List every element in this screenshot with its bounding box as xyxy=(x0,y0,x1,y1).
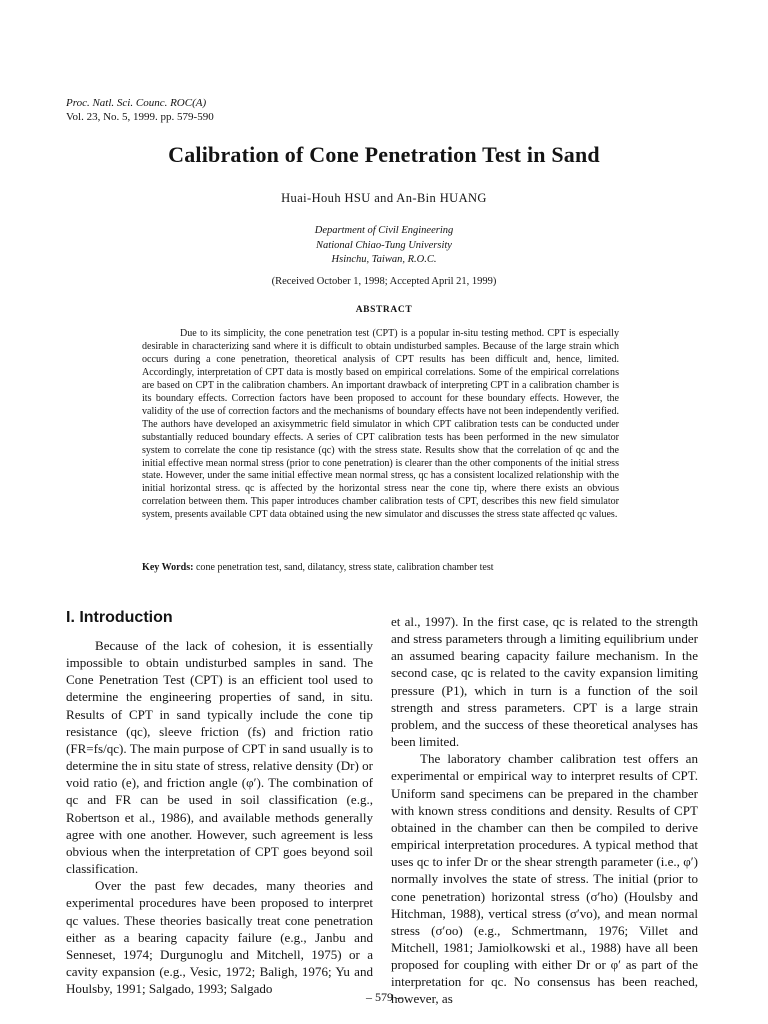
page-number: – 579 – xyxy=(366,990,402,1004)
affiliation-location: Hsinchu, Taiwan, R.O.C. xyxy=(331,254,437,265)
authors: Huai-Houh HSU and An-Bin HUANG xyxy=(281,191,487,205)
received-dates: (Received October 1, 1998; Accepted April 21, 1999) xyxy=(271,276,497,287)
keywords-text: cone penetration test, sand, dilatancy, stress state, calibration chamber test xyxy=(195,562,494,573)
affiliation-department: Department of Civil Engineering xyxy=(314,225,454,236)
paragraph: The laboratory chamber calibration test offers an experimental or empirical way to interpret results of CPT. Uniform sand specimens can be prepared in the chamber with known stress conditions and density. Results of CPT obtained in the chamber can then be compiled to derive empirical interpretation procedures. A typical method that uses qc to infer Dr or the shear strength parameter (i.e., φ′) normally involves the state of stress. The initial (prior to cone penetration) horizontal stress (σ′ho) (Houlsby and Hitchman, 1988), vertical stress (σ′vo), and mean normal stress (σ′oo) (e.g., Schmertmann, 1976; Villet and Mitchell, 1981; Jamiolkowski et al., 1988) have all been proposed for coupling with either Dr or φ′ as part of the interpretation for qc. No consensus has been reached, however, as xyxy=(391,751,698,1007)
journal-name: Proc. Natl. Sci. Counc. ROC(A) xyxy=(66,97,207,109)
paragraph: Over the past few decades, many theories and experimental procedures have been proposed to interpret qc values. These theories basically treat cone penetration either as a bearing capacity failure (e.g., Janbu and Senneset, 1974; Durgunoglu and Mitchell, 1975) or a cavity expansion (e.g., Vesic, 1972; Baligh, 1976; Yu and Houlsby, 1991; Salgado, 1993; Salgado xyxy=(66,878,373,997)
paragraph: et al., 1997). In the first case, qc is related to the strength and stress parameters through a limiting equilibrium under an assumed bearing capacity failure mechanism. In the second case, qc is related to the cavity expansion limiting pressure (P1), which in turn is a function of the soil strength and stress parameters. CPT is a large strain problem, and the success of these theoretical analyses has been limited. xyxy=(391,614,698,750)
paper-title: Calibration of Cone Penetration Test in Sand xyxy=(168,142,600,167)
keywords xyxy=(142,561,619,574)
abstract-text: Due to its simplicity, the cone penetration test (CPT) is a popular in-situ testing method. CPT is especially desirable in characterizing sand where it is difficult to obtain undisturbed samples. Because of the large strain which occurs during a cone penetration, theoretical analysis of CPT results has been difficult and, hence, limited. Accordingly, interpretation of CPT data is mostly based on empirical correlations. Some of the empirical correlations are based on CPT in the calibration chambers. An important drawback of interpreting CPT in a calibration chamber is its boundary effects. Correction factors have been proposed to account for these boundary effects. However, the validity of the use of correction factors and the mechanisms of boundary effects have not been independently verified. The authors have developed an axisymmetric field simulator in which CPT calibration tests can be conducted under substantially reduced boundary effects. A series of CPT calibration tests has been performed in the new simulator system to correlate the cone tip resistance (qc) with the stress state. Results show that the correlation of qc and the initial effective mean normal stress (prior to cone penetration) is clearer than the other components of the initial stress state. However, under the same initial effective mean normal stress, qc has a consistent localized relationship with the initial horizontal stress. qc is affected by the horizontal stress near the cone tip, where there exists an obvious correlation between them. This paper introduces chamber calibration tests of CPT, describes this new field simulator system, presents available CPT data obtained using the new simulator and discusses the stress state affected qc values. xyxy=(142,328,619,521)
body-column-right xyxy=(391,613,698,1008)
paragraph: Because of the lack of cohesion, it is essentially impossible to obtain undisturbed samples in sand. The Cone Penetration Test (CPT) is an efficient tool used to determine the engineering properties of sand, in situ. Results of CPT in sand typically include the cone tip resistance (qc), sleeve friction (fs) and friction ratio (FR=fs/qc). The main purpose of CPT in sand usually is to determine the in situ state of stress, relative density (Dr) or void ratio (e), and friction angle (φ′). The combination of qc and FR can be used in soil classification (e.g., Robertson et al., 1986), and available methods generally agree with one another. However, such agreement is less obvious when the interpretation of CPT goes beyond soil classification. xyxy=(66,638,373,877)
section-heading: I. Introduction xyxy=(66,609,173,626)
body-column-left xyxy=(66,637,373,997)
keywords-label: Key Words: xyxy=(142,562,194,573)
affiliation-university: National Chiao-Tung University xyxy=(316,239,452,251)
journal-header xyxy=(66,96,214,124)
journal-citation: Vol. 23, No. 5, 1999. pp. 579-590 xyxy=(66,111,214,123)
abstract-heading: ABSTRACT xyxy=(355,305,413,315)
affiliation xyxy=(0,224,768,268)
